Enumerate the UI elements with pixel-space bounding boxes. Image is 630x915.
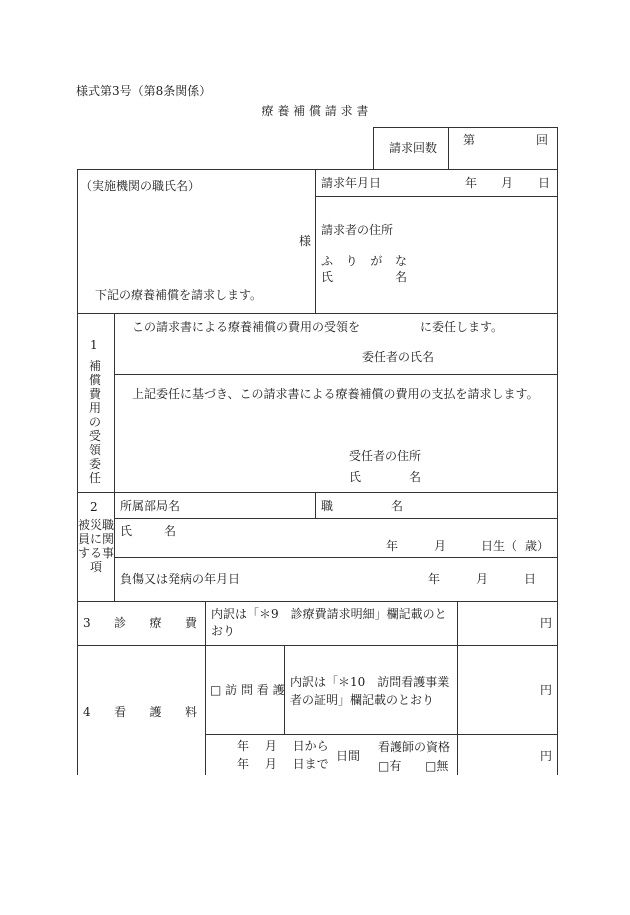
qualification-yes-checkbox[interactable]: □有 bbox=[378, 759, 402, 773]
claim-date-day: 日 bbox=[538, 176, 551, 190]
request-text: 下記の療養補償を請求します。 bbox=[95, 288, 263, 302]
section2-top-line bbox=[77, 492, 557, 493]
injury-day: 日 bbox=[524, 572, 537, 586]
section2-label-divider bbox=[114, 492, 115, 601]
institution-label: （実施機関の職氏名） bbox=[80, 179, 201, 193]
department-label: 所属部局名 bbox=[120, 499, 181, 513]
injury-year: 年 bbox=[428, 572, 441, 586]
section1-top-line bbox=[77, 313, 557, 314]
nursing-date-to: 年 月 日まで bbox=[237, 757, 329, 771]
claim-count-label: 請求回数 bbox=[389, 141, 438, 155]
victim-name-label: 氏 名 bbox=[120, 524, 176, 538]
medical-fee-yen: 円 bbox=[540, 616, 553, 630]
section1-middle-line bbox=[114, 374, 557, 375]
claim-date-year: 年 bbox=[465, 176, 478, 190]
table-left-line bbox=[77, 169, 78, 775]
delegate-text: この請求書による療養補償の費用の受領を に委任します。 bbox=[132, 320, 504, 334]
section3-label-divider bbox=[205, 601, 206, 775]
section4-top-line bbox=[77, 645, 557, 646]
delegatee-address-label: 受任者の住所 bbox=[349, 449, 422, 463]
visit-nursing-yen: 円 bbox=[540, 683, 553, 697]
section2-vertical-title: 被災職員に関する事項 bbox=[78, 518, 115, 574]
page-title: 療 養 補 償 請 求 書 bbox=[261, 104, 369, 118]
position-divider bbox=[315, 492, 316, 518]
claimant-divider bbox=[315, 169, 316, 313]
nursing-date-from: 年 月 日から bbox=[237, 739, 329, 753]
form-number: 様式第3号（第8条関係） bbox=[76, 84, 212, 98]
claim-count-suffix: 回 bbox=[536, 133, 549, 147]
claim-date-bottom bbox=[315, 196, 557, 197]
birth-year: 年 bbox=[386, 539, 399, 553]
delegator-name-label: 委任者の氏名 bbox=[362, 350, 435, 364]
birth-month: 月 bbox=[434, 539, 447, 553]
honorific-sama: 様 bbox=[299, 234, 312, 248]
nurse-qualification-label: 看護師の資格 bbox=[378, 740, 451, 754]
section1-number: 1 bbox=[90, 338, 98, 352]
visit-nursing-detail: 内訳は「＊10 訪問看護事業者の証明」欄記載のとおり bbox=[290, 675, 450, 707]
position-label: 職 名 bbox=[321, 499, 403, 513]
payment-request-text: 上記委任に基づき、この請求書による療養補償の費用の支払を請求します。 bbox=[132, 387, 539, 401]
table-top-line bbox=[77, 169, 557, 170]
count-box-divider bbox=[448, 127, 449, 169]
claim-count-prefix: 第 bbox=[463, 133, 476, 147]
claimant-furigana: ふ り が な bbox=[321, 254, 407, 268]
section3-label: 3 診 療 費 bbox=[83, 616, 197, 630]
section1-vertical-title: 補償費用の受領委任 bbox=[88, 359, 101, 485]
section4-middle-line bbox=[205, 734, 557, 735]
amount-column-divider bbox=[457, 601, 458, 775]
section4-label: 4 看 護 料 bbox=[83, 705, 197, 719]
section3-top-line bbox=[77, 601, 557, 602]
delegatee-name-label: 氏 名 bbox=[349, 470, 421, 484]
injury-month: 月 bbox=[476, 572, 489, 586]
claim-date-label: 請求年月日 bbox=[321, 176, 382, 190]
nursing-days-label: 日間 bbox=[336, 749, 361, 763]
claim-date-month: 月 bbox=[501, 176, 514, 190]
injury-date-label: 負傷又は発病の年月日 bbox=[120, 572, 241, 586]
birth-age: 歳） bbox=[525, 539, 550, 553]
medical-fee-detail: 内訳は「＊9 診療費請求明細」欄記載のとおり bbox=[211, 607, 447, 638]
table-right-line bbox=[557, 127, 558, 775]
section2-row2-line bbox=[114, 557, 557, 558]
section2-row1-line bbox=[114, 518, 557, 519]
visit-nursing-checkbox[interactable]: □ 訪 問 看 護 bbox=[210, 683, 285, 697]
nursing-yen: 円 bbox=[540, 749, 553, 763]
birth-day: 日生（ bbox=[481, 539, 518, 553]
claimant-name-label: 氏 名 bbox=[321, 270, 407, 284]
section2-number: 2 bbox=[90, 500, 98, 514]
count-box-top bbox=[373, 127, 557, 128]
section1-label-divider bbox=[114, 313, 115, 492]
qualification-no-checkbox[interactable]: □無 bbox=[425, 759, 449, 773]
claimant-address-label: 請求者の住所 bbox=[321, 223, 394, 237]
count-box-left bbox=[373, 127, 374, 169]
